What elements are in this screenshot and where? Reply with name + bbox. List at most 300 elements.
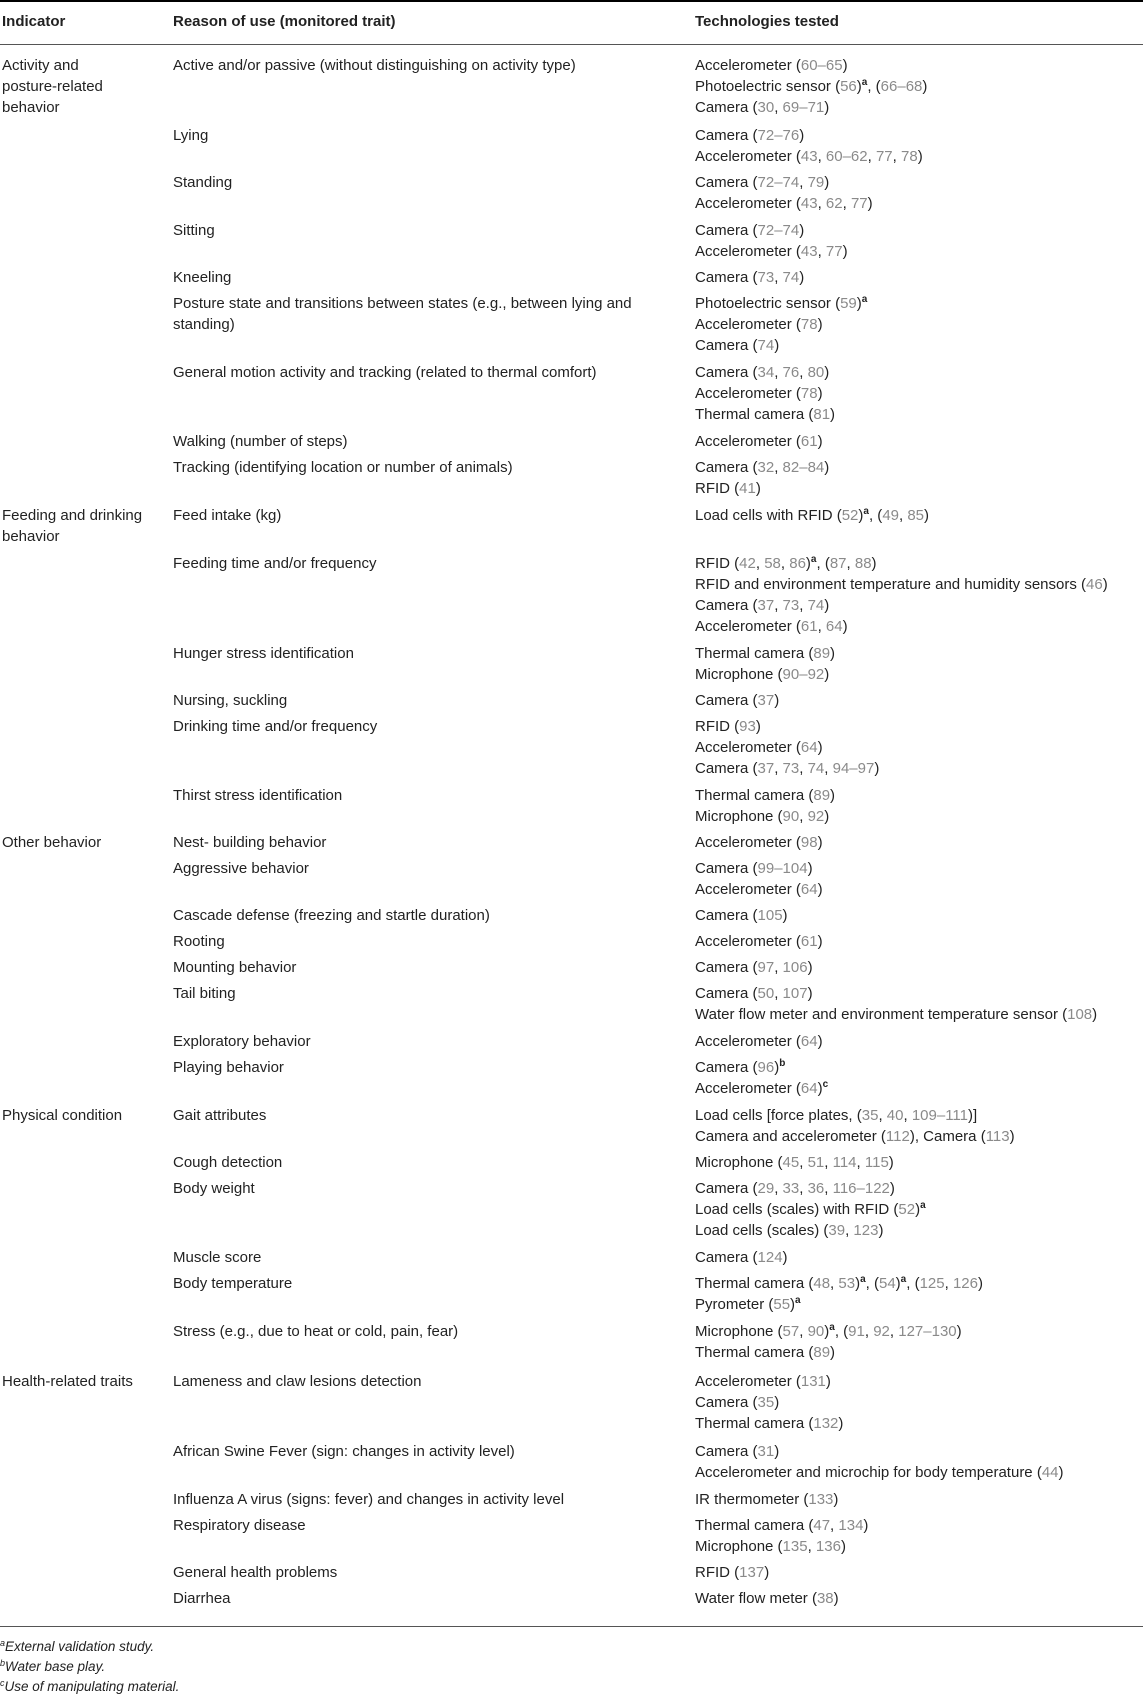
reason-line: Cascade defense (freezing and startle duration)	[173, 907, 490, 924]
reference-link[interactable]: 115	[864, 1154, 889, 1171]
footnote-text: Use of manipulating material.	[4, 1679, 180, 1694]
reason-line: Nest- building behavior	[173, 834, 327, 851]
technology-text: ,	[944, 1275, 953, 1292]
reference-link[interactable]: 40	[886, 1107, 904, 1124]
reference-link[interactable]: 94–97	[832, 760, 875, 777]
technology-cell	[695, 690, 1141, 711]
technology-text: Accelerometer (	[695, 385, 801, 402]
technology-text: Thermal camera (	[695, 1415, 814, 1432]
indicator-line: Physical condition	[2, 1107, 123, 1124]
technology-line	[695, 76, 1141, 97]
reference-link[interactable]: 66–68	[880, 78, 923, 95]
reason-cell	[173, 931, 673, 952]
reference-link[interactable]: 32	[757, 459, 775, 476]
technology-text: ,	[899, 507, 908, 524]
reference-link[interactable]: 109–111	[911, 1107, 968, 1124]
technology-text: ,	[817, 618, 826, 635]
technology-text: Camera (	[695, 760, 758, 777]
reference-link[interactable]: 49	[882, 507, 899, 524]
technology-cell	[695, 293, 1141, 356]
technology-text: ,	[774, 99, 783, 116]
technology-text: )	[825, 1373, 831, 1390]
technology-text: ,	[780, 555, 790, 572]
reason-cell	[173, 1441, 673, 1462]
reference-link[interactable]: 80	[807, 364, 825, 381]
reason-line: Lameness and claw lesions detection	[173, 1373, 422, 1390]
reason-line: Drinking time and/or frequency	[173, 718, 378, 735]
technology-text: ,	[867, 148, 876, 165]
technology-text: ,	[799, 760, 808, 777]
technology-text: )	[824, 666, 830, 683]
technology-line	[695, 716, 1141, 737]
technology-line	[695, 457, 1141, 478]
reference-link[interactable]: 41	[739, 480, 756, 497]
technology-text: )	[824, 364, 830, 381]
reason-line: Active and/or passive (without distinguishing on activity type)	[173, 57, 576, 74]
technology-text: )	[830, 787, 836, 804]
reason-cell	[173, 858, 673, 879]
reason-line: Posture state and transitions between states (e.g., between lying and	[173, 295, 632, 312]
reference-link[interactable]: 126	[952, 1275, 978, 1292]
indicator-cell	[2, 505, 167, 547]
indicator-line: Activity and	[2, 57, 79, 74]
reference-link[interactable]: 31	[757, 1443, 775, 1460]
technology-text: Accelerometer (	[695, 148, 801, 165]
reference-link[interactable]: 134	[838, 1517, 864, 1534]
technology-line	[695, 1321, 1141, 1342]
technology-text: RFID (	[695, 718, 740, 735]
reason-line: General motion activity and tracking (related to thermal comfort)	[173, 364, 597, 381]
reference-link[interactable]: 77	[850, 195, 868, 212]
reason-cell	[173, 1273, 673, 1294]
technology-text: )	[838, 1415, 844, 1432]
reference-link[interactable]: 73	[782, 760, 800, 777]
technology-line	[695, 664, 1141, 685]
technology-text: )	[799, 269, 805, 286]
reference-link[interactable]: 90–92	[782, 666, 825, 683]
technology-line	[695, 1199, 1141, 1220]
reference-link[interactable]: 89	[813, 787, 831, 804]
reason-cell	[173, 716, 673, 737]
indicator-cell	[2, 1105, 167, 1126]
reference-link[interactable]: 76	[782, 364, 800, 381]
reference-link[interactable]: 59	[840, 295, 857, 312]
reference-link[interactable]: 132	[813, 1415, 839, 1432]
technology-text: ,	[799, 597, 808, 614]
technology-cell	[695, 957, 1141, 978]
technology-text: Microphone (	[695, 1538, 783, 1555]
reference-link[interactable]: 74	[782, 269, 800, 286]
technology-text: Camera (	[695, 127, 758, 144]
reference-link[interactable]: 127–130	[898, 1323, 957, 1340]
reference-link[interactable]: 99–104	[757, 860, 808, 877]
reason-line: Feeding time and/or frequency	[173, 555, 377, 572]
reference-link[interactable]: 47	[813, 1517, 831, 1534]
footnote-mark: a	[829, 1322, 835, 1333]
footnote	[0, 1658, 105, 1676]
technology-line	[695, 957, 1141, 978]
technology-text: )	[842, 618, 848, 635]
technology-text: Accelerometer (	[695, 316, 801, 333]
reference-link[interactable]: 52	[898, 1201, 916, 1218]
reason-line: Exploratory behavior	[173, 1033, 311, 1050]
technology-text: Photoelectric sensor (	[695, 295, 841, 312]
reference-link[interactable]: 78	[901, 148, 918, 165]
technology-line	[695, 1562, 1141, 1583]
reason-line: Standing	[173, 174, 233, 191]
footnote-mark: a	[861, 294, 868, 305]
technology-text: )	[915, 1201, 921, 1218]
reference-link[interactable]: 69–71	[782, 99, 825, 116]
technology-line	[695, 1031, 1141, 1052]
technology-text: Load cells (scales) with RFID (	[695, 1201, 899, 1218]
technology-text: )	[782, 1249, 788, 1266]
technology-text: )	[1092, 1006, 1098, 1023]
technology-text: )	[824, 174, 830, 191]
reference-link[interactable]: 64	[800, 1033, 818, 1050]
technology-line	[695, 1247, 1141, 1268]
reference-link[interactable]: 73	[757, 269, 775, 286]
reference-link[interactable]: 93	[739, 718, 756, 735]
technology-line	[695, 362, 1141, 383]
technology-text: )	[799, 222, 805, 239]
reference-link[interactable]: 48	[813, 1275, 831, 1292]
reference-link[interactable]: 45	[782, 1154, 800, 1171]
technology-text: Microphone (	[695, 1323, 783, 1340]
reference-link[interactable]: 136	[815, 1538, 841, 1555]
technology-line	[695, 879, 1141, 900]
technology-text: Accelerometer (	[695, 433, 801, 450]
technology-text: ,	[864, 1323, 874, 1340]
technology-text: , (	[868, 507, 883, 524]
reference-link[interactable]: 33	[782, 1180, 800, 1197]
technology-text: Camera and accelerometer (	[695, 1128, 886, 1145]
reason-line: Respiratory disease	[173, 1517, 306, 1534]
technology-text: )	[817, 933, 823, 950]
reference-link[interactable]: 86	[789, 555, 806, 572]
reason-cell	[173, 293, 673, 335]
reference-link[interactable]: 64	[800, 739, 818, 756]
reference-link[interactable]: 50	[757, 985, 775, 1002]
reference-link[interactable]: 74	[807, 597, 825, 614]
technology-text: Camera (	[695, 222, 758, 239]
technology-text: Thermal camera (	[695, 1517, 814, 1534]
reference-link[interactable]: 37	[757, 597, 775, 614]
footnote-mark: a	[860, 1274, 866, 1285]
technology-text: ,	[755, 555, 765, 572]
reference-link[interactable]: 60–62	[825, 148, 868, 165]
technology-text: ,	[799, 808, 808, 825]
technology-line	[695, 146, 1141, 167]
reference-link[interactable]: 131	[800, 1373, 826, 1390]
reference-link[interactable]: 44	[1041, 1464, 1059, 1481]
reference-link[interactable]: 77	[825, 243, 843, 260]
reference-link[interactable]: 85	[907, 507, 925, 524]
reference-link[interactable]: 58	[764, 555, 781, 572]
reason-cell	[173, 431, 673, 452]
reason-line: Diarrhea	[173, 1590, 231, 1607]
reference-link[interactable]: 43	[800, 195, 818, 212]
technology-line	[695, 1489, 1141, 1510]
reference-link[interactable]: 114	[832, 1154, 857, 1171]
reference-link[interactable]: 64	[800, 1080, 818, 1097]
technology-text: Accelerometer (	[695, 57, 801, 74]
reference-link[interactable]: 78	[800, 316, 818, 333]
reference-link[interactable]: 39	[828, 1222, 846, 1239]
reference-link[interactable]: 37	[757, 692, 775, 709]
technology-text: Load cells [force plates, (	[695, 1107, 862, 1124]
reason-cell	[173, 643, 673, 664]
technology-line	[695, 616, 1141, 637]
reference-link[interactable]: 73	[782, 597, 800, 614]
reason-cell	[173, 832, 673, 853]
reference-link[interactable]: 88	[854, 555, 872, 572]
reference-link[interactable]: 92	[873, 1323, 890, 1340]
technology-text: )	[830, 1344, 836, 1361]
reference-link[interactable]: 91	[848, 1323, 865, 1340]
technology-text: )	[874, 760, 880, 777]
technology-text: Water flow meter (	[695, 1590, 817, 1607]
technology-text: ,	[774, 1180, 783, 1197]
reference-link[interactable]: 72–74	[757, 222, 800, 239]
reason-line: General health problems	[173, 1564, 338, 1581]
technology-text: )	[824, 1323, 830, 1340]
technology-line	[695, 478, 1141, 499]
technology-cell	[695, 905, 1141, 926]
technology-text: , (	[867, 78, 881, 95]
footnote-mark: b	[779, 1058, 786, 1069]
reference-link[interactable]: 51	[807, 1154, 825, 1171]
reference-link[interactable]: 35	[861, 1107, 879, 1124]
reference-link[interactable]: 107	[782, 985, 808, 1002]
reason-line: Rooting	[173, 933, 225, 950]
reference-link[interactable]: 74	[757, 337, 775, 354]
indicator-line: Other behavior	[2, 834, 102, 851]
reference-link[interactable]: 81	[813, 406, 831, 423]
technology-cell	[695, 1562, 1141, 1583]
reference-link[interactable]: 90	[807, 1323, 825, 1340]
header-reason: Reason of use (monitored trait)	[173, 13, 396, 30]
technology-text: Photoelectric sensor (	[695, 78, 841, 95]
top-rule	[0, 0, 1143, 2]
reference-link[interactable]: 37	[757, 760, 775, 777]
reference-link[interactable]: 137	[739, 1564, 765, 1581]
reference-link[interactable]: 64	[825, 618, 843, 635]
reason-line: Muscle score	[173, 1249, 262, 1266]
reference-link[interactable]: 113	[985, 1128, 1010, 1145]
reference-link[interactable]: 78	[800, 385, 818, 402]
reason-line: Mounting behavior	[173, 959, 297, 976]
technology-text: Microphone (	[695, 808, 783, 825]
technology-text: Thermal camera (	[695, 645, 814, 662]
reference-link[interactable]: 35	[757, 1394, 775, 1411]
reason-line: Gait attributes	[173, 1107, 267, 1124]
technology-text: Camera (	[695, 1443, 758, 1460]
indicator-cell	[2, 55, 167, 118]
technology-text: )	[1058, 1464, 1064, 1481]
technology-line	[695, 1057, 1141, 1078]
reference-link[interactable]: 61	[800, 433, 818, 450]
reference-link[interactable]: 123	[853, 1222, 879, 1239]
reason-cell	[173, 1515, 673, 1536]
technology-line	[695, 1588, 1141, 1609]
technology-text: Water flow meter and environment temperature sensor (	[695, 1006, 1068, 1023]
reason-line: standing)	[173, 316, 235, 333]
technology-text: ,	[903, 1107, 912, 1124]
technology-text: ,	[774, 269, 783, 286]
technology-line	[695, 1441, 1141, 1462]
technology-text: )	[917, 148, 923, 165]
technology-text: Camera (	[695, 959, 758, 976]
reference-link[interactable]: 34	[757, 364, 775, 381]
reference-link[interactable]: 29	[757, 1180, 775, 1197]
reference-link[interactable]: 52	[841, 507, 859, 524]
technology-text: )	[878, 1222, 884, 1239]
reason-line: Playing behavior	[173, 1059, 284, 1076]
technology-text: )	[805, 555, 811, 572]
technology-line	[695, 1105, 1141, 1126]
reference-link[interactable]: 74	[807, 760, 825, 777]
technology-line	[695, 574, 1141, 595]
technology-text: )	[774, 1394, 780, 1411]
bottom-rule	[0, 1626, 1143, 1627]
reason-cell	[173, 1371, 673, 1392]
reference-link[interactable]: 90	[782, 808, 800, 825]
reference-link[interactable]: 72–74	[757, 174, 800, 191]
technology-text: )	[790, 1296, 796, 1313]
technology-text: ,	[856, 1154, 865, 1171]
technology-text: ,	[817, 148, 826, 165]
reference-link[interactable]: 42	[739, 555, 756, 572]
technology-text: Accelerometer (	[695, 933, 801, 950]
reference-link[interactable]: 30	[757, 99, 775, 116]
technology-text: )	[817, 385, 823, 402]
reference-link[interactable]: 72–76	[757, 127, 800, 144]
technology-text: ,	[774, 959, 783, 976]
reference-link[interactable]: 36	[807, 1180, 825, 1197]
technology-text: ,	[799, 1180, 808, 1197]
reason-cell	[173, 983, 673, 1004]
reason-line: Nursing, suckling	[173, 692, 288, 709]
reference-link[interactable]: 38	[816, 1590, 834, 1607]
technology-text: )	[817, 834, 823, 851]
reference-link[interactable]: 60–65	[800, 57, 843, 74]
technology-text: Camera (	[695, 860, 758, 877]
technology-text: ,	[824, 760, 833, 777]
reference-link[interactable]: 87	[829, 555, 847, 572]
technology-text: ,	[830, 1275, 839, 1292]
technology-text: Camera (	[695, 364, 758, 381]
reference-link[interactable]: 62	[825, 195, 843, 212]
technology-text: ,	[774, 760, 783, 777]
reference-link[interactable]: 106	[782, 959, 808, 976]
reason-cell	[173, 690, 673, 711]
reference-link[interactable]: 57	[782, 1323, 800, 1340]
technology-text: Accelerometer (	[695, 834, 801, 851]
technology-text: )	[855, 1275, 861, 1292]
reference-link[interactable]: 125	[919, 1275, 945, 1292]
technology-cell	[695, 1105, 1141, 1147]
technology-line	[695, 1220, 1141, 1241]
technology-cell	[695, 983, 1141, 1025]
reason-line: Hunger stress identification	[173, 645, 354, 662]
technology-text: )	[842, 243, 848, 260]
reference-link[interactable]: 96	[757, 1059, 775, 1076]
technology-text: ,	[799, 174, 808, 191]
technology-text: ,	[830, 1517, 839, 1534]
reference-link[interactable]: 108	[1067, 1006, 1093, 1023]
reference-link[interactable]: 79	[807, 174, 825, 191]
reference-link[interactable]: 61	[800, 618, 818, 635]
technology-line	[695, 431, 1141, 452]
reference-link[interactable]: 54	[878, 1275, 896, 1292]
technology-cell	[695, 1489, 1141, 1510]
reference-link[interactable]: 82–84	[782, 459, 825, 476]
reason-cell	[173, 1057, 673, 1078]
technology-text: Load cells (scales) (	[695, 1222, 829, 1239]
technology-text: ,	[807, 1538, 816, 1555]
reason-cell	[173, 220, 673, 241]
reference-link[interactable]: 105	[757, 907, 783, 924]
reference-link[interactable]: 116–122	[832, 1180, 890, 1197]
reference-link[interactable]: 43	[800, 148, 818, 165]
reference-link[interactable]: 135	[782, 1538, 808, 1555]
reference-link[interactable]: 56	[840, 78, 857, 95]
reference-link[interactable]: 98	[800, 834, 818, 851]
technology-text: Thermal camera (	[695, 406, 814, 423]
reference-link[interactable]: 55	[773, 1296, 791, 1313]
technology-text: )	[817, 1080, 823, 1097]
reference-link[interactable]: 46	[1086, 576, 1103, 593]
reference-link[interactable]: 64	[800, 881, 818, 898]
technology-text: )	[774, 1059, 780, 1076]
reference-link[interactable]: 53	[838, 1275, 856, 1292]
reference-link[interactable]: 124	[757, 1249, 783, 1266]
footnote-mark: a	[920, 1200, 926, 1211]
technology-line	[695, 1004, 1141, 1025]
reference-link[interactable]: 77	[875, 148, 893, 165]
technology-text: RFID (	[695, 555, 740, 572]
reference-link[interactable]: 133	[808, 1491, 834, 1508]
technology-text: )	[863, 1517, 869, 1534]
reference-link[interactable]: 92	[807, 808, 825, 825]
technology-line	[695, 983, 1141, 1004]
technology-line	[695, 404, 1141, 425]
technology-text: Camera (	[695, 692, 758, 709]
technology-text: )	[824, 459, 830, 476]
technology-text: )	[977, 1275, 983, 1292]
reason-cell	[173, 1247, 673, 1268]
technology-line	[695, 553, 1141, 574]
reference-link[interactable]: 89	[813, 1344, 831, 1361]
reference-link[interactable]: 61	[800, 933, 818, 950]
technology-cell	[695, 1321, 1141, 1363]
technology-cell	[695, 431, 1141, 452]
technology-line	[695, 1413, 1141, 1434]
technology-line	[695, 858, 1141, 879]
technology-text: )	[755, 480, 761, 497]
reason-line: Body temperature	[173, 1275, 293, 1292]
reason-line: Sitting	[173, 222, 215, 239]
technology-cell	[695, 553, 1141, 637]
reason-line: Walking (number of steps)	[173, 433, 348, 450]
technology-line	[695, 1273, 1141, 1294]
reference-link[interactable]: 112	[885, 1128, 910, 1145]
reference-link[interactable]: 89	[813, 645, 831, 662]
technology-text: )	[774, 1443, 780, 1460]
reference-link[interactable]: 97	[757, 959, 775, 976]
reference-link[interactable]: 43	[800, 243, 818, 260]
